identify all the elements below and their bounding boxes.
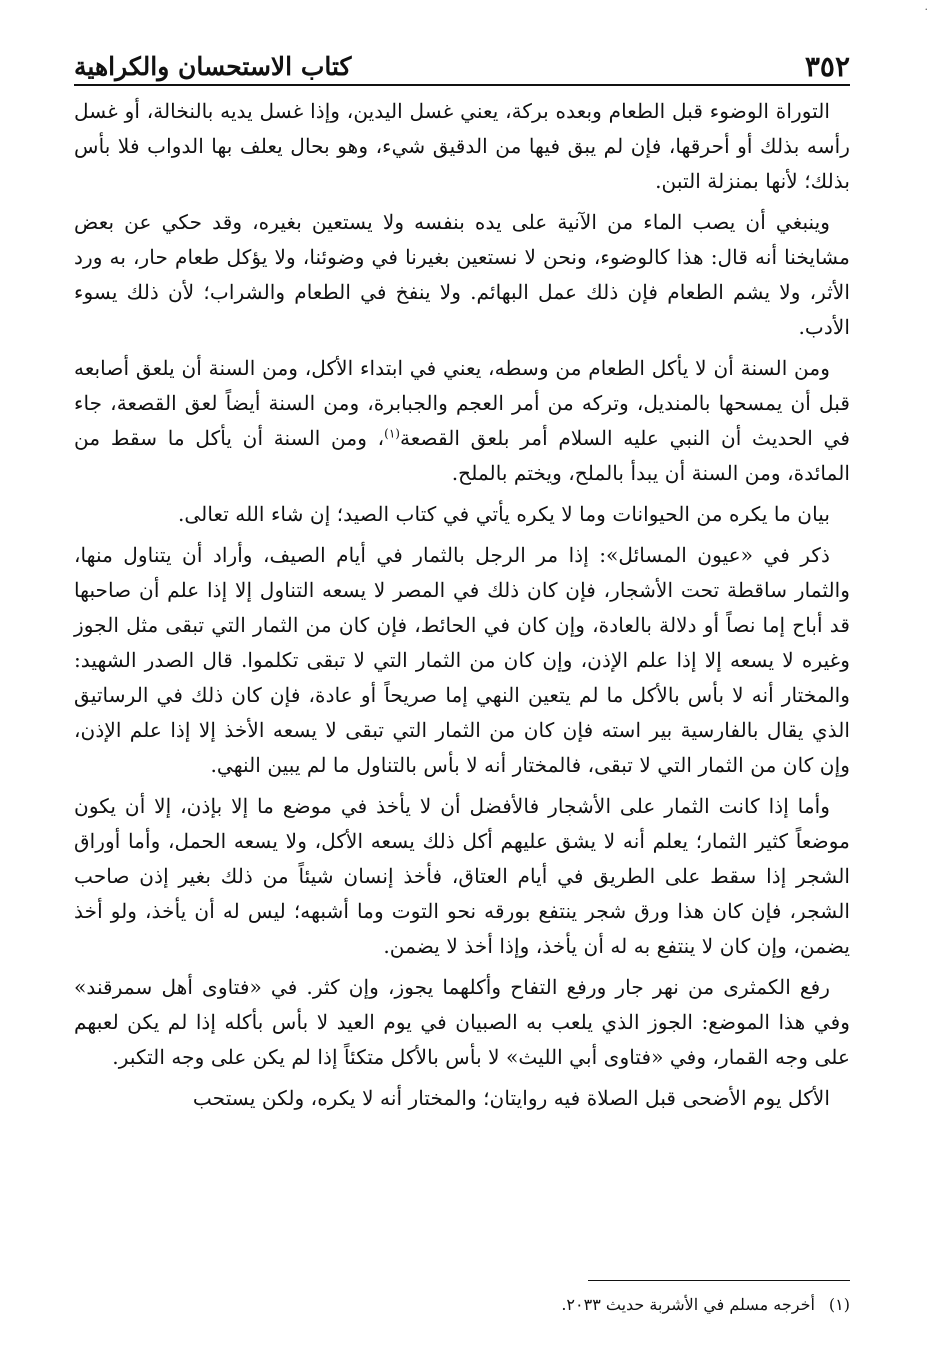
footnote-reference[interactable]: (١) bbox=[384, 426, 400, 441]
paragraph-5: ذكر في «عيون المسائل»: إذا مر الرجل بالثمار في أيام الصيف، وأراد أن يتناول منها، والثمار ساقطة تحت الأشجار، فإن كان ذلك في المصر لا يسعه التناول إلا إذا علم أن صاحبها قد أباح إما نصاً أو دلالة بالعادة، وإن كان في الحائط، فإن كان من الثمار التي تبقى مثل الجوز وغيره لا يسعه إلا إذا علم الإذن، وإن كان من الثمار التي لا تبقى تكلموا. قال الصدر الشهيد: والمختار أنه لا بأس بالأكل ما لم يتعين النهي إما صريحاً أو عادة، فإن كان ذلك في الرساتيق الذي يقال بالفارسية بير استه فإن كان من الثمار التي تبقى لا يسعه الأخذ إلا إذا علم الإذن، وإن كان من الثمار التي لا تبقى، فالمختار أنه لا بأس بالتناول ما لم يبين النهي. bbox=[74, 543, 850, 777]
corner-mark: · bbox=[924, 3, 928, 16]
paragraph-3 bbox=[74, 351, 850, 491]
running-header bbox=[74, 40, 850, 86]
paragraph-4: بيان ما يكره من الحيوانات وما لا يكره يأتي في كتاب الصيد؛ إن شاء الله تعالى. bbox=[177, 502, 830, 526]
paragraph-7: رفع الكمثرى من نهر جار ورفع التفاح وأكلهما يجوز، وإن كثر. في «فتاوى أهل سمرقند» وفي هذا الموضع: الجوز الذي يلعب به الصبيان في يوم العيد لا بأس بأكله إذا لم يكن لعبهم على وجه القمار، وفي «فتاوى أبي الليث» لا بأس بالأكل متكئاً إذا لم يكن على وجه التكبر. bbox=[74, 975, 850, 1069]
footnote-text: أخرجه مسلم في الأشربة حديث ٢٠٣٣. bbox=[561, 1295, 815, 1314]
main-text bbox=[74, 94, 850, 1116]
running-title: كتاب الاستحسان والكراهية bbox=[74, 52, 352, 81]
page bbox=[74, 40, 850, 1122]
footnote-marker: (١) bbox=[828, 1295, 850, 1314]
paragraph-3-text-after: ، ومن السنة أن يأكل ما سقط من المائدة، ومن السنة أن يبدأ بالملح، ويختم بالملح. bbox=[74, 426, 850, 485]
footnote-divider bbox=[588, 1280, 850, 1281]
page-number: ٣٥٢ bbox=[804, 50, 850, 83]
paragraph-2: وينبغي أن يصب الماء من الآنية على يده بنفسه ولا يستعين بغيره، وقد حكي عن بعض مشايخنا أنه قال: هذا كالوضوء، ونحن لا نستعين بغيرنا في وضوئنا، ولا يؤكل طعام حار، به ورد الأثر، ولا يشم الطعام فإن ذلك عمل البهائم. ولا ينفخ في الطعام والشراب؛ لأن ذلك يسوء الأدب. bbox=[74, 210, 851, 339]
footnote bbox=[250, 1293, 850, 1317]
paragraph-3-text-before: ومن السنة أن لا يأكل الطعام من وسطه، يعني في ابتداء الأكل، ومن السنة أن يلعق أصابعه قبل أن يمسحها بالمنديل، وتركه من أمر العجم والجبابرة، ومن السنة أيضاً لعق القصعة، جاء في الحديث أن النبي عليه السلام أمر بلعق القصعة bbox=[74, 356, 850, 450]
paragraph-6: وأما إذا كانت الثمار على الأشجار فالأفضل أن لا يأخذ في موضع ما إلا بإذن، إلا أن يكون موضعاً كثير الثمار؛ يعلم أنه لا يشق عليهم أكل ذلك يسعه الأكل، ولا يسعه الحمل، وأما أوراق الشجر إذا سقط على الطريق في أيام العتاق، فأخذ إنسان شيئاً من ذلك بغير إذن صاحب الشجر، فإن كان هذا ورق شجر ينتفع بورقه نحو التوت وما أشبهه؛ ليس له أن يأخذ، ولو أخذ يضمن، وإن كان لا ينتفع به له أن يأخذ، وإذا أخذ لا يضمن. bbox=[74, 794, 850, 958]
paragraph-1: التوراة الوضوء قبل الطعام وبعده بركة، يعني غسل اليدين، وإذا غسل يديه بالنخالة، أو غسل رأسه بذلك أو أحرقها، فإن لم يبق فيها من الدقيق شيء، وهو بحال يعلف بها الدواب فلا بأس بذلك؛ لأنها بمنزلة التبن. bbox=[74, 99, 850, 193]
paragraph-8: الأكل يوم الأضحى قبل الصلاة فيه روايتان؛ والمختار أنه لا يكره، ولكن يستحب bbox=[192, 1086, 830, 1110]
